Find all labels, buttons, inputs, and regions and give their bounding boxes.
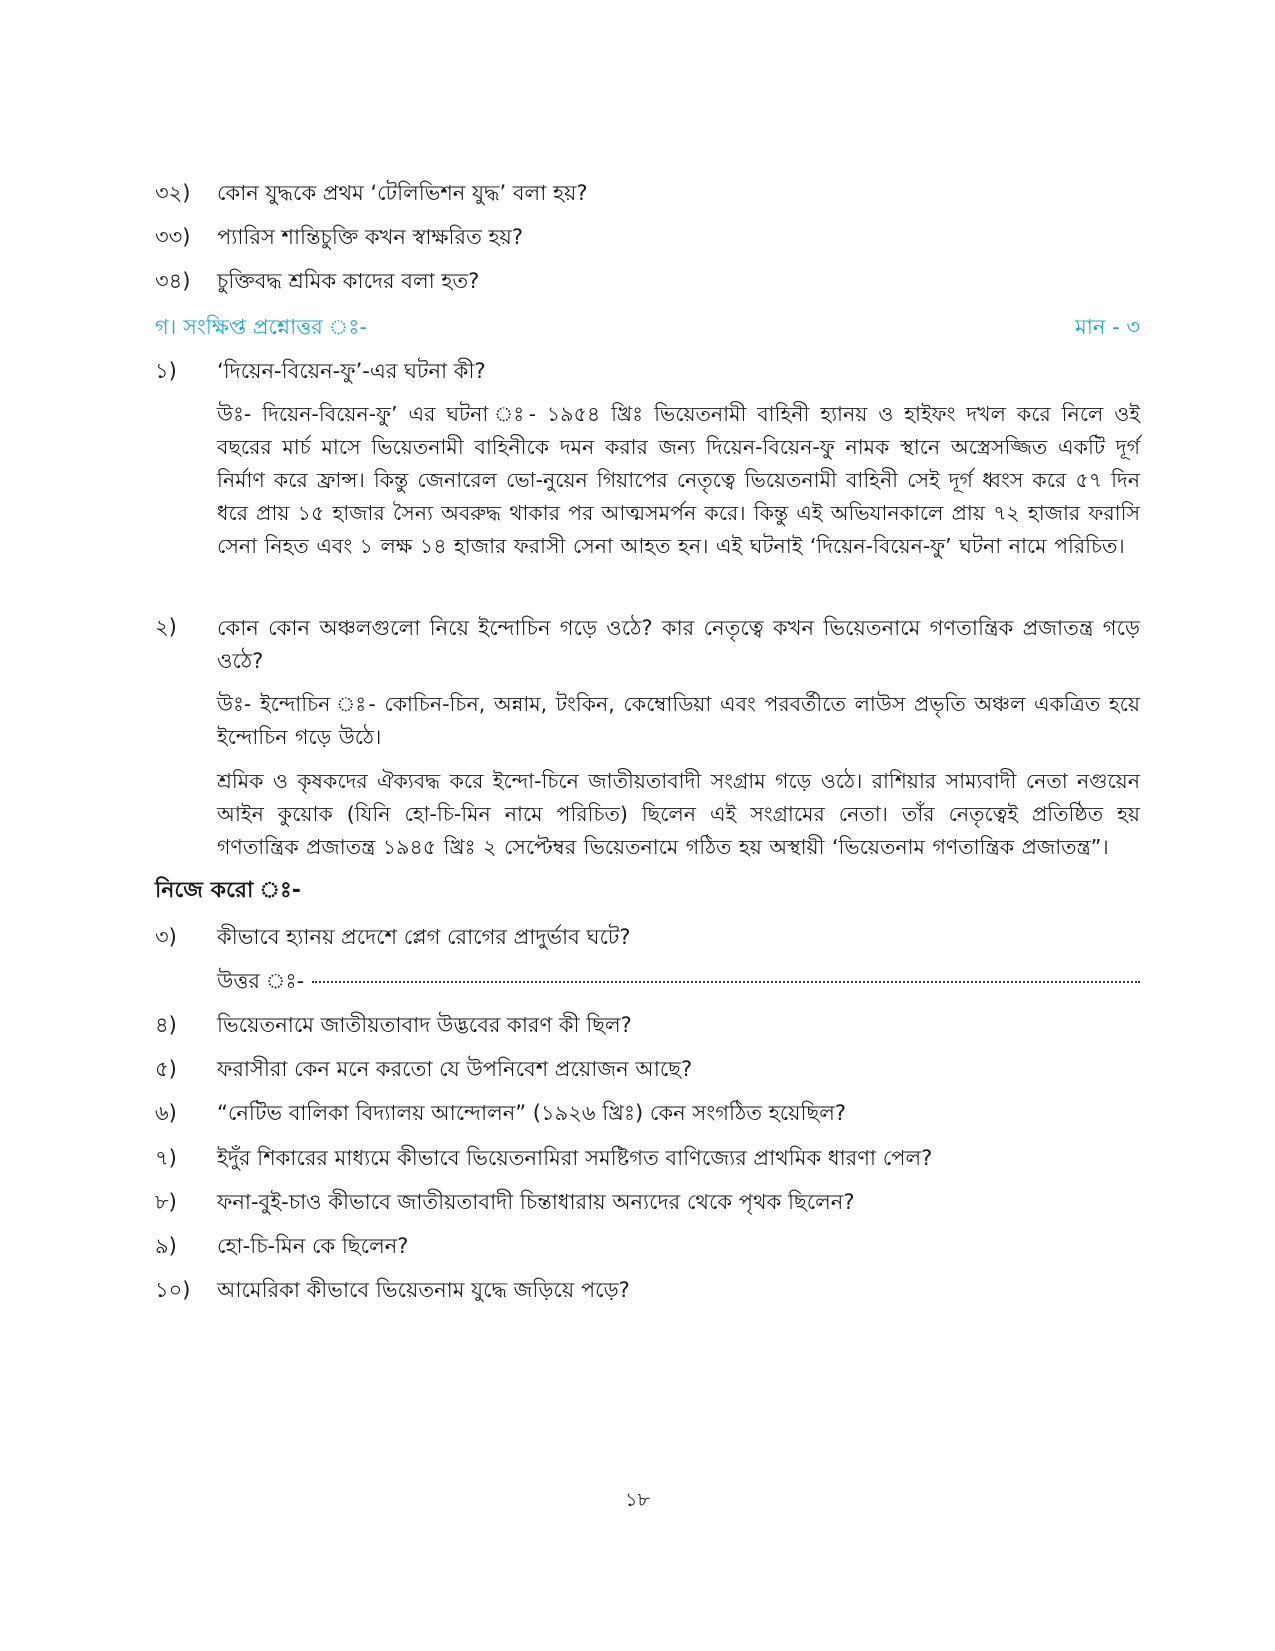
question-text: ‘দিয়েন-বিয়েন-ফু’-এর ঘটনা কী? — [217, 359, 486, 383]
question-10 — [155, 1275, 1140, 1305]
question-6 — [155, 1098, 1140, 1128]
page-number: ১৮ — [625, 1489, 650, 1511]
question-number: ৩) — [155, 925, 177, 949]
question-number: ৭) — [155, 1146, 177, 1170]
question-number: ৮) — [155, 1190, 177, 1214]
question-number: ৩২) — [155, 181, 191, 205]
question-2 — [155, 612, 1140, 678]
question-number: ৩৪) — [155, 269, 191, 293]
section-header — [155, 312, 1140, 342]
answer-2-paragraph-2: শ্রমিক ও কৃষকদের ঐক্যবদ্ধ করে ইন্দো-চিনে জাতীয়তাবাদী সংগ্রাম গড়ে ওঠে। রাশিয়ার সাম্যবাদী নেতা নগুয়েন আইন কুয়োক (যিনি হো-চি-মিন নামে পরিচিত) ছিলেন এই সংগ্রামের নেতা। তাঁর নেতৃত্বেই প্রতিষ্ঠিত হয় গণতান্ত্রিক প্রজাতন্ত্র ১৯৪৫ খ্রিঃ ২ সেপ্টেম্বর ভিয়েতনামে গঠিত হয় অস্থায়ী ‘ভিয়েতনাম গণতান্ত্রিক প্রজাতন্ত্র”। — [217, 769, 1140, 859]
question-text: “নেটিভ বালিকা বিদ্যালয় আন্দোলন” (১৯২৬ খ্রিঃ) কেন সংগঠিত হয়েছিল? — [217, 1101, 847, 1125]
section-marks: মান - ৩ — [1075, 315, 1140, 339]
question-text: হো-চি-মিন কে ছিলেন? — [217, 1234, 409, 1258]
answer-1-paragraph: উঃ- দিয়েন-বিয়েন-ফু’ এর ঘটনা ঃ- ১৯৫৪ খ্রিঃ ভিয়েতনামী বাহিনী হ্যানয় ও হাইফং দখল করে নিলে ওই বছরের মার্চ মাসে ভিয়েতনামী বাহিনীকে দমন করার জন্য দিয়েন-বিয়েন-ফু নামক স্থানে অস্ত্রেসজ্জিত একটি দূর্গ নির্মাণ করে ফ্রান্স। কিন্তু জেনারেল ভো-নুয়েন গিয়াপের নেতৃত্বে ভিয়েতনামী বাহিনী সেই দূর্গ ধ্বংস করে ৫৭ দিন ধরে প্রায় ১৫ হাজার সৈন্য অবরুদ্ধ থাকার পর আত্মসমর্পন করে। কিন্তু এই অভিযানকালে প্রায় ৭২ হাজার ফরাসি সেনা নিহত এবং ১ লক্ষ ১৪ হাজার ফরাসী সেনা আহত হন। এই ঘটনাই ‘দিয়েন-বিয়েন-ফু’ ঘটনা নামে পরিচিত। — [217, 402, 1140, 558]
section-title: গ। সংক্ষিপ্ত প্রশ্নোত্তর ঃ- — [155, 315, 368, 339]
question-number: ৪) — [155, 1013, 177, 1037]
answer-line — [217, 966, 1140, 996]
question-8 — [155, 1187, 1140, 1217]
question-number: ৬) — [155, 1101, 177, 1125]
question-4 — [155, 1010, 1140, 1040]
question-text: ইদুঁর শিকারের মাধ্যমে কীভাবে ভিয়েতনামিরা সমষ্টিগত বাণিজ্যের প্রাথমিক ধারণা পেল? — [217, 1146, 933, 1170]
question-number: ১) — [155, 359, 177, 383]
question-32 — [155, 178, 1140, 208]
question-text: কোন কোন অঞ্চলগুলো নিয়ে ইন্দোচিন গড়ে ওঠে? কার নেতৃত্বে কখন ভিয়েতনামে গণতান্ত্রিক প্রজাতন্ত্র গড়ে ওঠে? — [217, 616, 1140, 673]
question-text: আমেরিকা কীভাবে ভিয়েতনাম যুদ্ধে জড়িয়ে পড়ে? — [217, 1278, 630, 1302]
question-3 — [155, 922, 1140, 952]
question-text: কোন যুদ্ধকে প্রথম ‘টেলিভিশন যুদ্ধ’ বলা হয়? — [217, 181, 588, 205]
question-text: ফনা-বুই-চাও কীভাবে জাতীয়তাবাদী চিন্তাধারায় অন্যদের থেকে পৃথক ছিলেন? — [217, 1190, 855, 1214]
question-1 — [155, 356, 1140, 386]
question-text: চুক্তিবদ্ধ শ্রমিক কাদের বলা হত? — [217, 269, 480, 293]
question-number: ৫) — [155, 1057, 177, 1081]
question-text: ভিয়েতনামে জাতীয়তাবাদ উদ্ভবের কারণ কী ছিল? — [217, 1013, 632, 1037]
question-number: ৩৩) — [155, 225, 191, 249]
question-5 — [155, 1054, 1140, 1084]
question-7 — [155, 1143, 1140, 1173]
question-text: কীভাবে হ্যানয় প্রদেশে প্লেগ রোগের প্রাদুর্ভাব ঘটে? — [217, 925, 631, 949]
question-text: ফরাসীরা কেন মনে করতো যে উপনিবেশ প্রয়োজন আছে? — [217, 1057, 693, 1081]
answer-label: উত্তর ঃ- — [217, 969, 305, 993]
question-34 — [155, 266, 1140, 296]
question-9 — [155, 1231, 1140, 1261]
dotted-answer-space — [312, 981, 1140, 983]
question-number: ১০) — [155, 1278, 191, 1302]
question-number: ২) — [155, 615, 177, 639]
question-33 — [155, 222, 1140, 252]
question-number: ৯) — [155, 1234, 177, 1258]
question-text: প্যারিস শান্তিচুক্তি কখন স্বাক্ষরিত হয়? — [217, 225, 524, 249]
self-practice-heading: নিজে করো ঃ- — [155, 878, 301, 903]
answer-2-paragraph-1: উঃ- ইন্দোচিন ঃ- কোচিন-চিন, অন্নাম, টংকিন, কেম্বোডিয়া এবং পরবর্তীতে লাউস প্রভৃতি অঞ্চল একত্রিত হয়ে ইন্দোচিন গড়ে উঠে। — [217, 692, 1140, 749]
